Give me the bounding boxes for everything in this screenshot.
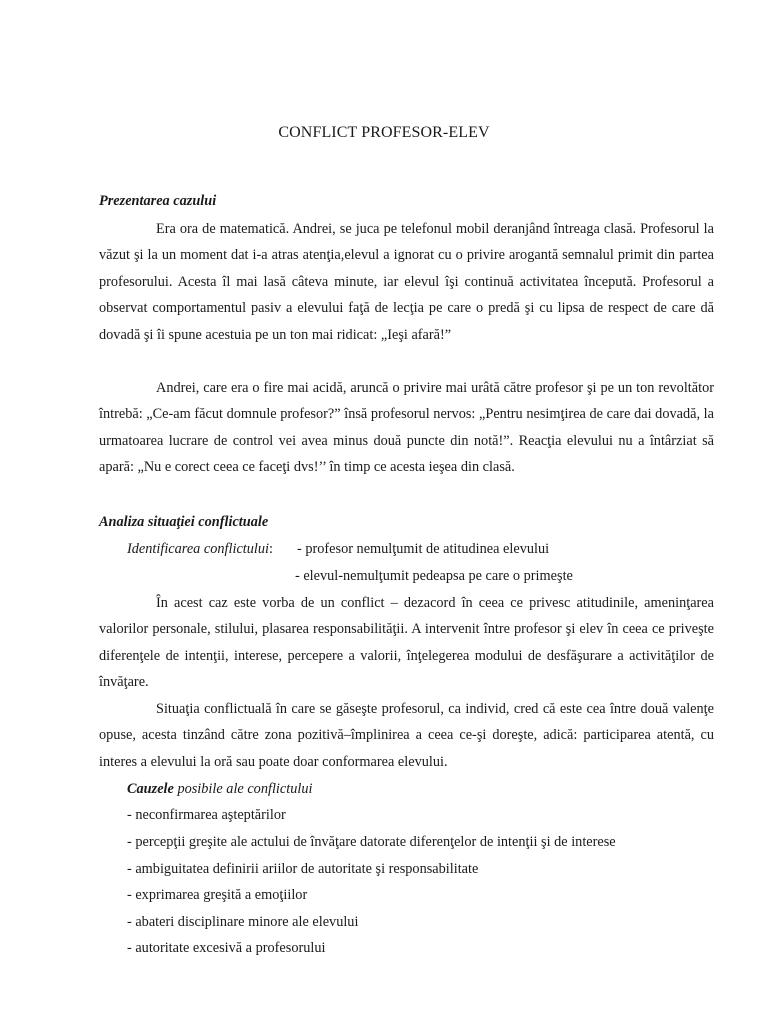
document-title: CONFLICT PROFESOR-ELEV (278, 124, 490, 141)
list-item: - autoritate excesivă a profesorului (127, 940, 326, 956)
paragraph-case-part1: Era ora de matematică. Andrei, se juca pe telefonul mobil deranjând întreaga clasă. Profesorul la văzut şi la un moment dat i-a atras atenţia,elevul a ignorat cu o privire arogantă semnalul primit din partea profesorului. Acesta îl mai lasă câteva minute, iar elevul îşi continuă activitatea începută. Profesorul a observat comportamentul pasiv a elevului faţă de lecţia pe care o predă şi cu lipsa de respect de care dă dovadă şi îi spune acestuia pe un ton mai ridicat: „Ieşi afară!” (99, 221, 714, 343)
identify-colon: : (269, 541, 273, 557)
list-item: - ambiguitatea definirii ariilor de autoritate şi responsabilitate (127, 861, 479, 877)
paragraph-analysis-1: În acest caz este vorba de un conflict – dezacord în ceea ce privesc atitudinile, ameninţarea valorilor personale, stilului, plasarea responsabilităţii. A intervenit între profesor şi elev în ceea ce priveşte diferenţele de intenţii, interese, percepere a valorii, înţelegerea modului de desfăşurare a activităţilor de învăţare. (99, 595, 714, 691)
list-item: - percepţii greşite ale actului de învăţare datorate diferenţelor de intenţii şi de interese (127, 834, 616, 850)
identify-item-2: - elevul-nemulţumit pedeapsa pe care o primeşte (295, 568, 573, 584)
section-heading-analiza: Analiza situaţiei conflictuale (99, 514, 269, 530)
list-item: - abateri disciplinare minore ale elevului (127, 914, 359, 930)
identify-conflict-label (127, 539, 273, 559)
paragraph-case-part2: Andrei, care era o fire mai acidă, aruncă o privire mai urâtă către profesor şi pe un ton revoltător întrebă: „Ce-am făcut domnule profesor?” însă profesorul nervos: „Pentru nesimţirea de care dai dovadă, la urmatoarea lucrare de control vei avea minus două puncte din notă!”. Reacţia elevului nu a întârziat să apară: „Nu e corect ceea ce faceţi dvs!’’ în timp ce acesta ieşea din clasă. (99, 380, 714, 476)
identify-item-1: - profesor nemulţumit de atitudinea elevului (297, 541, 550, 557)
cauzele-bold: Cauzele (127, 781, 174, 797)
list-item: - exprimarea greşită a emoţiilor (127, 887, 308, 903)
section-heading-cauzele (127, 779, 312, 799)
section-heading-prezentarea: Prezentarea cazului (99, 193, 217, 209)
list-item: - neconfirmarea aşteptărilor (127, 807, 286, 823)
cauzele-rest: posibile ale conflictului (173, 781, 313, 797)
paragraph-analysis-2: Situaţia conflictuală în care se găseşte profesorul, ca individ, cred că este cea între două valenţe opuse, acesta tinzând către zona pozitivă–împlinirea a ceea ce-şi doreşte, adică: participarea atentă, cu interes a elevului la oră sau poate doar conformarea elevului. (99, 701, 714, 770)
identify-label-text: Identificarea conflictului (127, 541, 270, 557)
